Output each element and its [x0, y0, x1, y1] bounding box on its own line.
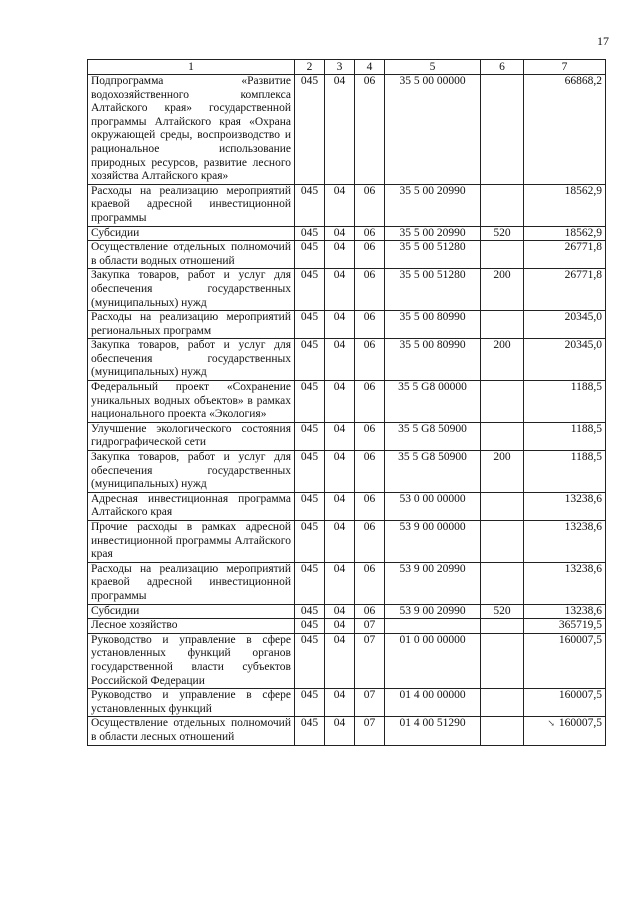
expense-type-cell — [481, 184, 524, 226]
section-code-cell: 04 — [325, 717, 355, 745]
header-cell: 2 — [295, 60, 325, 75]
amount-cell: 13238,6 — [524, 562, 606, 604]
amount-cell: 13238,6 — [524, 492, 606, 520]
expense-type-cell — [481, 422, 524, 450]
table-row — [88, 619, 606, 634]
subsection-code-cell: 07 — [355, 717, 385, 745]
table-row — [88, 492, 606, 520]
amount-cell: 18562,9 — [524, 226, 606, 241]
expense-type-cell — [481, 717, 524, 745]
row-name-cell: Субсидии — [88, 604, 295, 619]
row-name-cell: Осуществление отдельных полномочий в области лесных отношений — [88, 717, 295, 745]
table-row — [88, 562, 606, 604]
section-code-cell: 04 — [325, 422, 355, 450]
header-cell: 3 — [325, 60, 355, 75]
section-code-cell: 04 — [325, 184, 355, 226]
row-name-cell: Улучшение экологического состояния гидрографической сети — [88, 422, 295, 450]
amount-cell: 18562,9 — [524, 184, 606, 226]
section-code-cell: 04 — [325, 381, 355, 423]
admin-code-cell: 045 — [295, 521, 325, 563]
expense-type-cell — [481, 492, 524, 520]
admin-code-cell: 045 — [295, 717, 325, 745]
target-article-cell: 35 5 00 51280 — [385, 241, 481, 269]
admin-code-cell: 045 — [295, 619, 325, 634]
subsection-code-cell: 06 — [355, 75, 385, 185]
target-article-cell: 35 5 G8 00000 — [385, 381, 481, 423]
expense-type-cell: 520 — [481, 226, 524, 241]
admin-code-cell: 045 — [295, 422, 325, 450]
amount-cell: 26771,8 — [524, 241, 606, 269]
target-article-cell: 35 5 00 20990 — [385, 226, 481, 241]
row-name-cell: Адресная инвестиционная программа Алтайского края — [88, 492, 295, 520]
section-code-cell: 04 — [325, 339, 355, 381]
admin-code-cell: 045 — [295, 184, 325, 226]
amount-cell: 13238,6 — [524, 521, 606, 563]
admin-code-cell: 045 — [295, 381, 325, 423]
budget-table — [87, 59, 606, 746]
row-name-cell: Закупка товаров, работ и услуг для обеспечения государственных (муниципальных) нужд — [88, 451, 295, 493]
subsection-code-cell: 06 — [355, 521, 385, 563]
subsection-code-cell: 07 — [355, 689, 385, 717]
amount-cell: 1188,5 — [524, 381, 606, 423]
target-article-cell: 53 0 00 00000 — [385, 492, 481, 520]
expense-type-cell — [481, 633, 524, 688]
row-name-cell: Расходы на реализацию мероприятий региональных программ — [88, 311, 295, 339]
table-row — [88, 451, 606, 493]
admin-code-cell: 045 — [295, 689, 325, 717]
section-code-cell: 04 — [325, 562, 355, 604]
admin-code-cell: 045 — [295, 75, 325, 185]
section-code-cell: 04 — [325, 311, 355, 339]
section-code-cell: 04 — [325, 689, 355, 717]
table-row — [88, 311, 606, 339]
subsection-code-cell: 06 — [355, 451, 385, 493]
amount-cell: 26771,8 — [524, 269, 606, 311]
admin-code-cell: 045 — [295, 451, 325, 493]
section-code-cell: 04 — [325, 226, 355, 241]
admin-code-cell: 045 — [295, 339, 325, 381]
table-row — [88, 422, 606, 450]
row-name-cell: Расходы на реализацию мероприятий краевой адресной инвестиционной программы — [88, 562, 295, 604]
subsection-code-cell: 06 — [355, 339, 385, 381]
admin-code-cell: 045 — [295, 562, 325, 604]
target-article-cell: 35 5 00 80990 — [385, 339, 481, 381]
target-article-cell: 53 9 00 20990 — [385, 604, 481, 619]
target-article-cell: 35 5 00 20990 — [385, 184, 481, 226]
amount-cell: ↘ 160007,5 — [524, 717, 606, 745]
section-code-cell: 04 — [325, 633, 355, 688]
subsection-code-cell: 06 — [355, 184, 385, 226]
row-name-cell: Осуществление отдельных полномочий в области водных отношений — [88, 241, 295, 269]
admin-code-cell: 045 — [295, 269, 325, 311]
row-name-cell: Подпрограмма «Развитие водохозяйственного комплекса Алтайского края» государственной программы Алтайского края «Охрана окружающей среды, воспроизводство и рациональное использование природных ресурсов, развитие лесного хозяйства Алтайского края» — [88, 75, 295, 185]
table-row — [88, 521, 606, 563]
target-article-cell: 01 4 00 00000 — [385, 689, 481, 717]
admin-code-cell: 045 — [295, 492, 325, 520]
row-name-cell: Расходы на реализацию мероприятий краевой адресной инвестиционной программы — [88, 184, 295, 226]
subsection-code-cell: 07 — [355, 633, 385, 688]
amount-cell: 160007,5 — [524, 689, 606, 717]
amount-cell: 20345,0 — [524, 311, 606, 339]
row-name-cell: Федеральный проект «Сохранение уникальных водных объектов» в рамках национального проекта «Экология» — [88, 381, 295, 423]
target-article-cell: 53 9 00 20990 — [385, 562, 481, 604]
admin-code-cell: 045 — [295, 226, 325, 241]
row-name-cell: Лесное хозяйство — [88, 619, 295, 634]
row-name-cell: Руководство и управление в сфере установленных функций — [88, 689, 295, 717]
header-row — [88, 60, 606, 75]
expense-type-cell — [481, 521, 524, 563]
section-code-cell: 04 — [325, 619, 355, 634]
section-code-cell: 04 — [325, 75, 355, 185]
table-row — [88, 633, 606, 688]
amount-cell: 160007,5 — [524, 633, 606, 688]
expense-type-cell — [481, 381, 524, 423]
table-row — [88, 269, 606, 311]
table-row — [88, 717, 606, 745]
expense-type-cell — [481, 689, 524, 717]
row-name-cell: Руководство и управление в сфере установленных функций органов государственной власти субъектов Российской Федерации — [88, 633, 295, 688]
expense-type-cell: 200 — [481, 269, 524, 311]
expense-type-cell — [481, 241, 524, 269]
expense-type-cell — [481, 75, 524, 185]
subsection-code-cell: 06 — [355, 562, 385, 604]
table-row — [88, 689, 606, 717]
table-row — [88, 75, 606, 185]
amount-cell: 1188,5 — [524, 422, 606, 450]
page-number: 17 — [597, 34, 609, 48]
header-cell: 5 — [385, 60, 481, 75]
row-name-cell: Прочие расходы в рамках адресной инвестиционной программы Алтайского края — [88, 521, 295, 563]
table-row — [88, 184, 606, 226]
amount-cell: 13238,6 — [524, 604, 606, 619]
header-cell: 1 — [88, 60, 295, 75]
target-article-cell: 53 9 00 00000 — [385, 521, 481, 563]
subsection-code-cell: 06 — [355, 311, 385, 339]
section-code-cell: 04 — [325, 241, 355, 269]
expense-type-cell — [481, 562, 524, 604]
subsection-code-cell: 06 — [355, 604, 385, 619]
admin-code-cell: 045 — [295, 241, 325, 269]
header-cell: 4 — [355, 60, 385, 75]
target-article-cell: 01 0 00 00000 — [385, 633, 481, 688]
subsection-code-cell: 06 — [355, 422, 385, 450]
table-row — [88, 226, 606, 241]
section-code-cell: 04 — [325, 604, 355, 619]
expense-type-cell — [481, 619, 524, 634]
header-cell: 6 — [481, 60, 524, 75]
subsection-code-cell: 06 — [355, 269, 385, 311]
expense-type-cell: 200 — [481, 339, 524, 381]
amount-cell: 365719,5 — [524, 619, 606, 634]
amount-cell: 66868,2 — [524, 75, 606, 185]
admin-code-cell: 045 — [295, 633, 325, 688]
header-cell: 7 — [524, 60, 606, 75]
subsection-code-cell: 07 — [355, 619, 385, 634]
expense-type-cell: 520 — [481, 604, 524, 619]
target-article-cell: 35 5 00 80990 — [385, 311, 481, 339]
admin-code-cell: 045 — [295, 604, 325, 619]
section-code-cell: 04 — [325, 492, 355, 520]
subsection-code-cell: 06 — [355, 381, 385, 423]
table-row — [88, 241, 606, 269]
row-name-cell: Субсидии — [88, 226, 295, 241]
section-code-cell: 04 — [325, 521, 355, 563]
row-name-cell: Закупка товаров, работ и услуг для обеспечения государственных (муниципальных) нужд — [88, 339, 295, 381]
tick-mark-icon: ↘ — [547, 718, 555, 729]
expense-type-cell — [481, 311, 524, 339]
target-article-cell: 35 5 00 00000 — [385, 75, 481, 185]
target-article-cell: 35 5 G8 50900 — [385, 422, 481, 450]
amount-cell: 1188,5 — [524, 451, 606, 493]
section-code-cell: 04 — [325, 269, 355, 311]
amount-cell: 20345,0 — [524, 339, 606, 381]
table-row — [88, 604, 606, 619]
expense-type-cell: 200 — [481, 451, 524, 493]
target-article-cell: 01 4 00 51290 — [385, 717, 481, 745]
table-row — [88, 339, 606, 381]
subsection-code-cell: 06 — [355, 492, 385, 520]
table-row — [88, 381, 606, 423]
subsection-code-cell: 06 — [355, 226, 385, 241]
target-article-cell — [385, 619, 481, 634]
target-article-cell: 35 5 00 51280 — [385, 269, 481, 311]
section-code-cell: 04 — [325, 451, 355, 493]
subsection-code-cell: 06 — [355, 241, 385, 269]
target-article-cell: 35 5 G8 50900 — [385, 451, 481, 493]
row-name-cell: Закупка товаров, работ и услуг для обеспечения государственных (муниципальных) нужд — [88, 269, 295, 311]
admin-code-cell: 045 — [295, 311, 325, 339]
